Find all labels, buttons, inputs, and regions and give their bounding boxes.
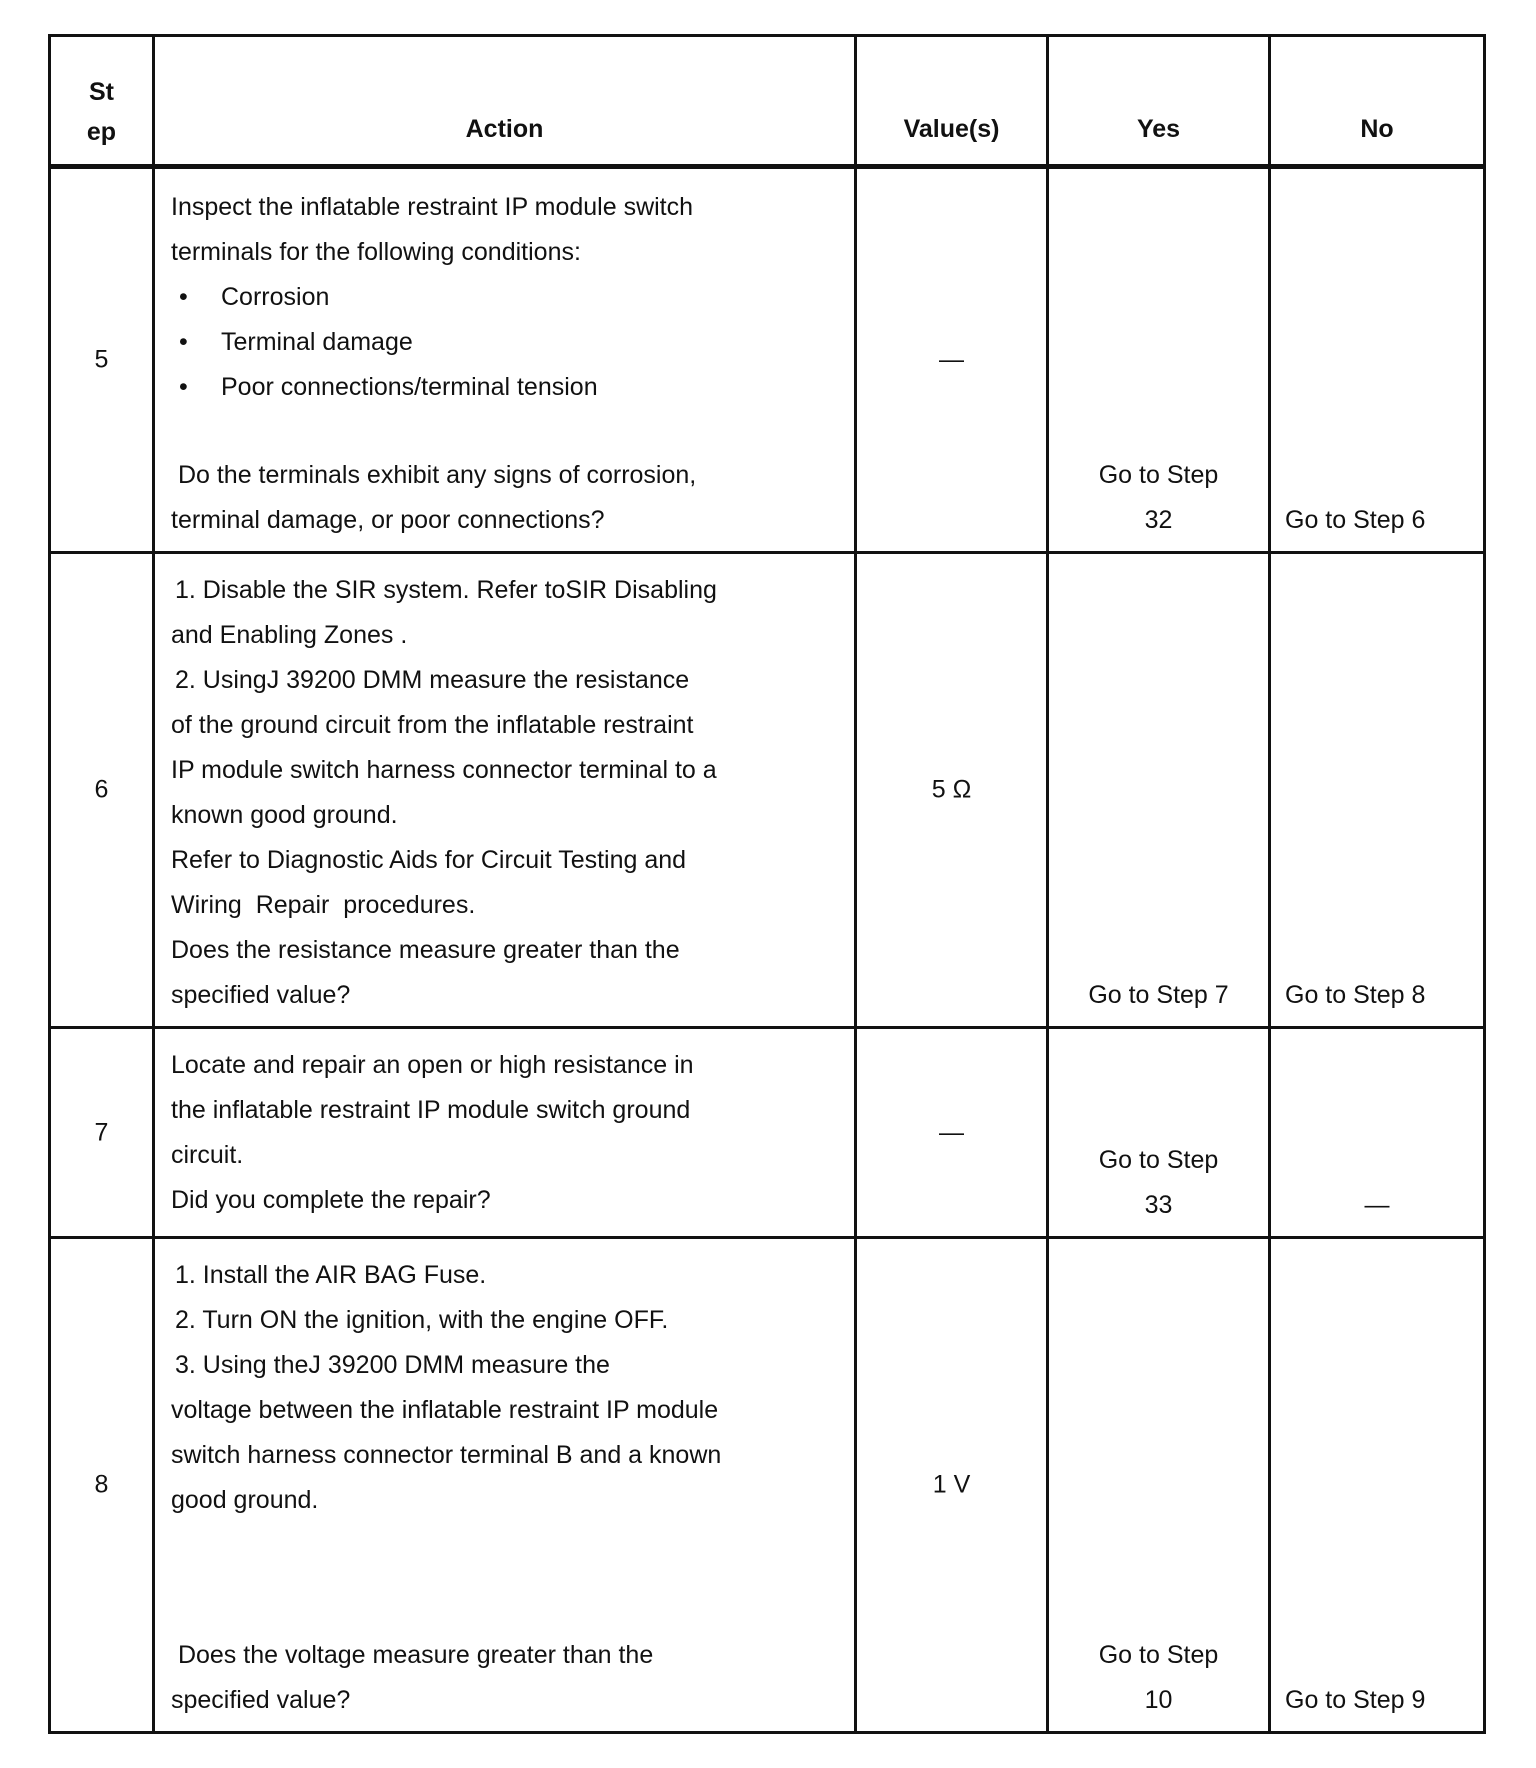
question-line: Do the terminals exhibit any signs of corrosion, [171, 461, 697, 489]
value-text: 5 Ω [931, 775, 972, 804]
question-line: Does the voltage measure greater than the [171, 1641, 654, 1669]
value-cell [857, 554, 1049, 1026]
yes-link-line-2: 32 [1144, 506, 1173, 534]
action-line: switch harness connector terminal B and a known [171, 1441, 722, 1469]
action-line: 1. Install the AIR BAG Fuse. [175, 1261, 487, 1289]
action-line: Inspect the inflatable restraint IP module switch [171, 193, 694, 221]
table-row-step-6 [51, 554, 1483, 1029]
table-row-step-8 [51, 1239, 1483, 1731]
action-line: 2. UsingJ 39200 DMM measure the resistance [175, 666, 690, 694]
action-line: Locate and repair an open or high resistance in [171, 1051, 694, 1079]
step-number: 6 [94, 775, 109, 804]
yes-cell [1049, 1239, 1271, 1731]
yes-cell [1049, 554, 1271, 1026]
value-text: — [939, 345, 964, 374]
no-cell [1271, 1029, 1483, 1236]
action-line: terminals for the following conditions: [171, 238, 581, 266]
yes-link-line-1: Go to Step [1098, 461, 1219, 489]
header-step [51, 37, 155, 164]
bullet-item: • Terminal damage [171, 320, 844, 365]
action-line: known good ground. [171, 801, 398, 829]
table-header [51, 37, 1483, 169]
step-number-cell [51, 1029, 155, 1236]
bullet-icon: • [179, 373, 188, 401]
header-values: Value(s) [857, 37, 1049, 164]
bullet-icon: • [179, 328, 188, 356]
table-row-step-5 [51, 169, 1483, 554]
yes-cell [1049, 169, 1271, 551]
step-number: 5 [94, 345, 109, 374]
bullet-item: • Corrosion [171, 275, 844, 320]
action-cell [155, 1239, 857, 1731]
action-line: IP module switch harness connector terminal to a [171, 756, 717, 784]
value-text: — [939, 1118, 964, 1146]
step-number: 8 [94, 1470, 109, 1499]
action-line: Wiring Repair procedures. [171, 891, 476, 919]
action-line: and Enabling Zones . [171, 621, 408, 649]
action-line: of the ground circuit from the inflatable restraint [171, 711, 694, 739]
value-cell [857, 1029, 1049, 1236]
no-value: — [1364, 1191, 1390, 1219]
yes-link-line-1: Go to Step [1098, 1146, 1219, 1174]
action-line: circuit. [171, 1141, 244, 1169]
table-row-step-7 [51, 1029, 1483, 1239]
action-line: Does the resistance measure greater than the [171, 936, 680, 964]
yes-cell [1049, 1029, 1271, 1236]
diagnostic-table [48, 34, 1486, 1734]
step-number-cell [51, 1239, 155, 1731]
header-action: Action [155, 37, 857, 164]
yes-link: Go to Step 7 [1088, 981, 1229, 1009]
action-line: voltage between the inflatable restraint IP module [171, 1396, 719, 1424]
no-cell [1271, 1239, 1483, 1731]
yes-link-line-2: 10 [1144, 1686, 1173, 1714]
bullet-icon: • [179, 283, 188, 311]
no-cell [1271, 169, 1483, 551]
header-no: No [1360, 115, 1394, 143]
action-line: 3. Using theJ 39200 DMM measure the [175, 1351, 610, 1379]
value-text: 1 V [932, 1470, 971, 1499]
step-number-cell [51, 554, 155, 1026]
action-line: specified value? [171, 981, 351, 1009]
question-line: specified value? [171, 1686, 351, 1714]
action-line: good ground. [171, 1486, 319, 1514]
yes-link-line-2: 33 [1144, 1191, 1173, 1219]
action-line: 1. Disable the SIR system. Refer toSIR Disabling [175, 576, 717, 604]
action-line: 2. Turn ON the ignition, with the engine OFF. [175, 1306, 669, 1334]
no-link: Go to Step 8 [1285, 981, 1426, 1009]
yes-link-line-1: Go to Step [1098, 1641, 1219, 1669]
header-yes: Yes [1049, 37, 1271, 164]
action-cell [155, 554, 857, 1026]
header-step-line-1: St [89, 78, 114, 106]
step-number-cell [51, 169, 155, 551]
value-cell [857, 169, 1049, 551]
action-line: the inflatable restraint IP module switch ground [171, 1096, 691, 1124]
step-number: 7 [94, 1118, 109, 1146]
no-link: Go to Step 6 [1285, 506, 1426, 534]
action-cell [155, 1029, 857, 1236]
value-cell [857, 1239, 1049, 1731]
no-cell [1271, 554, 1483, 1026]
no-link: Go to Step 9 [1285, 1686, 1426, 1714]
action-line: Refer to Diagnostic Aids for Circuit Testing and [171, 846, 687, 874]
action-cell [155, 169, 857, 551]
bullet-item: • Poor connections/terminal tension [171, 365, 844, 410]
header-step-line-2: ep [86, 118, 117, 146]
question-line: terminal damage, or poor connections? [171, 506, 605, 534]
action-line: Did you complete the repair? [171, 1186, 491, 1214]
